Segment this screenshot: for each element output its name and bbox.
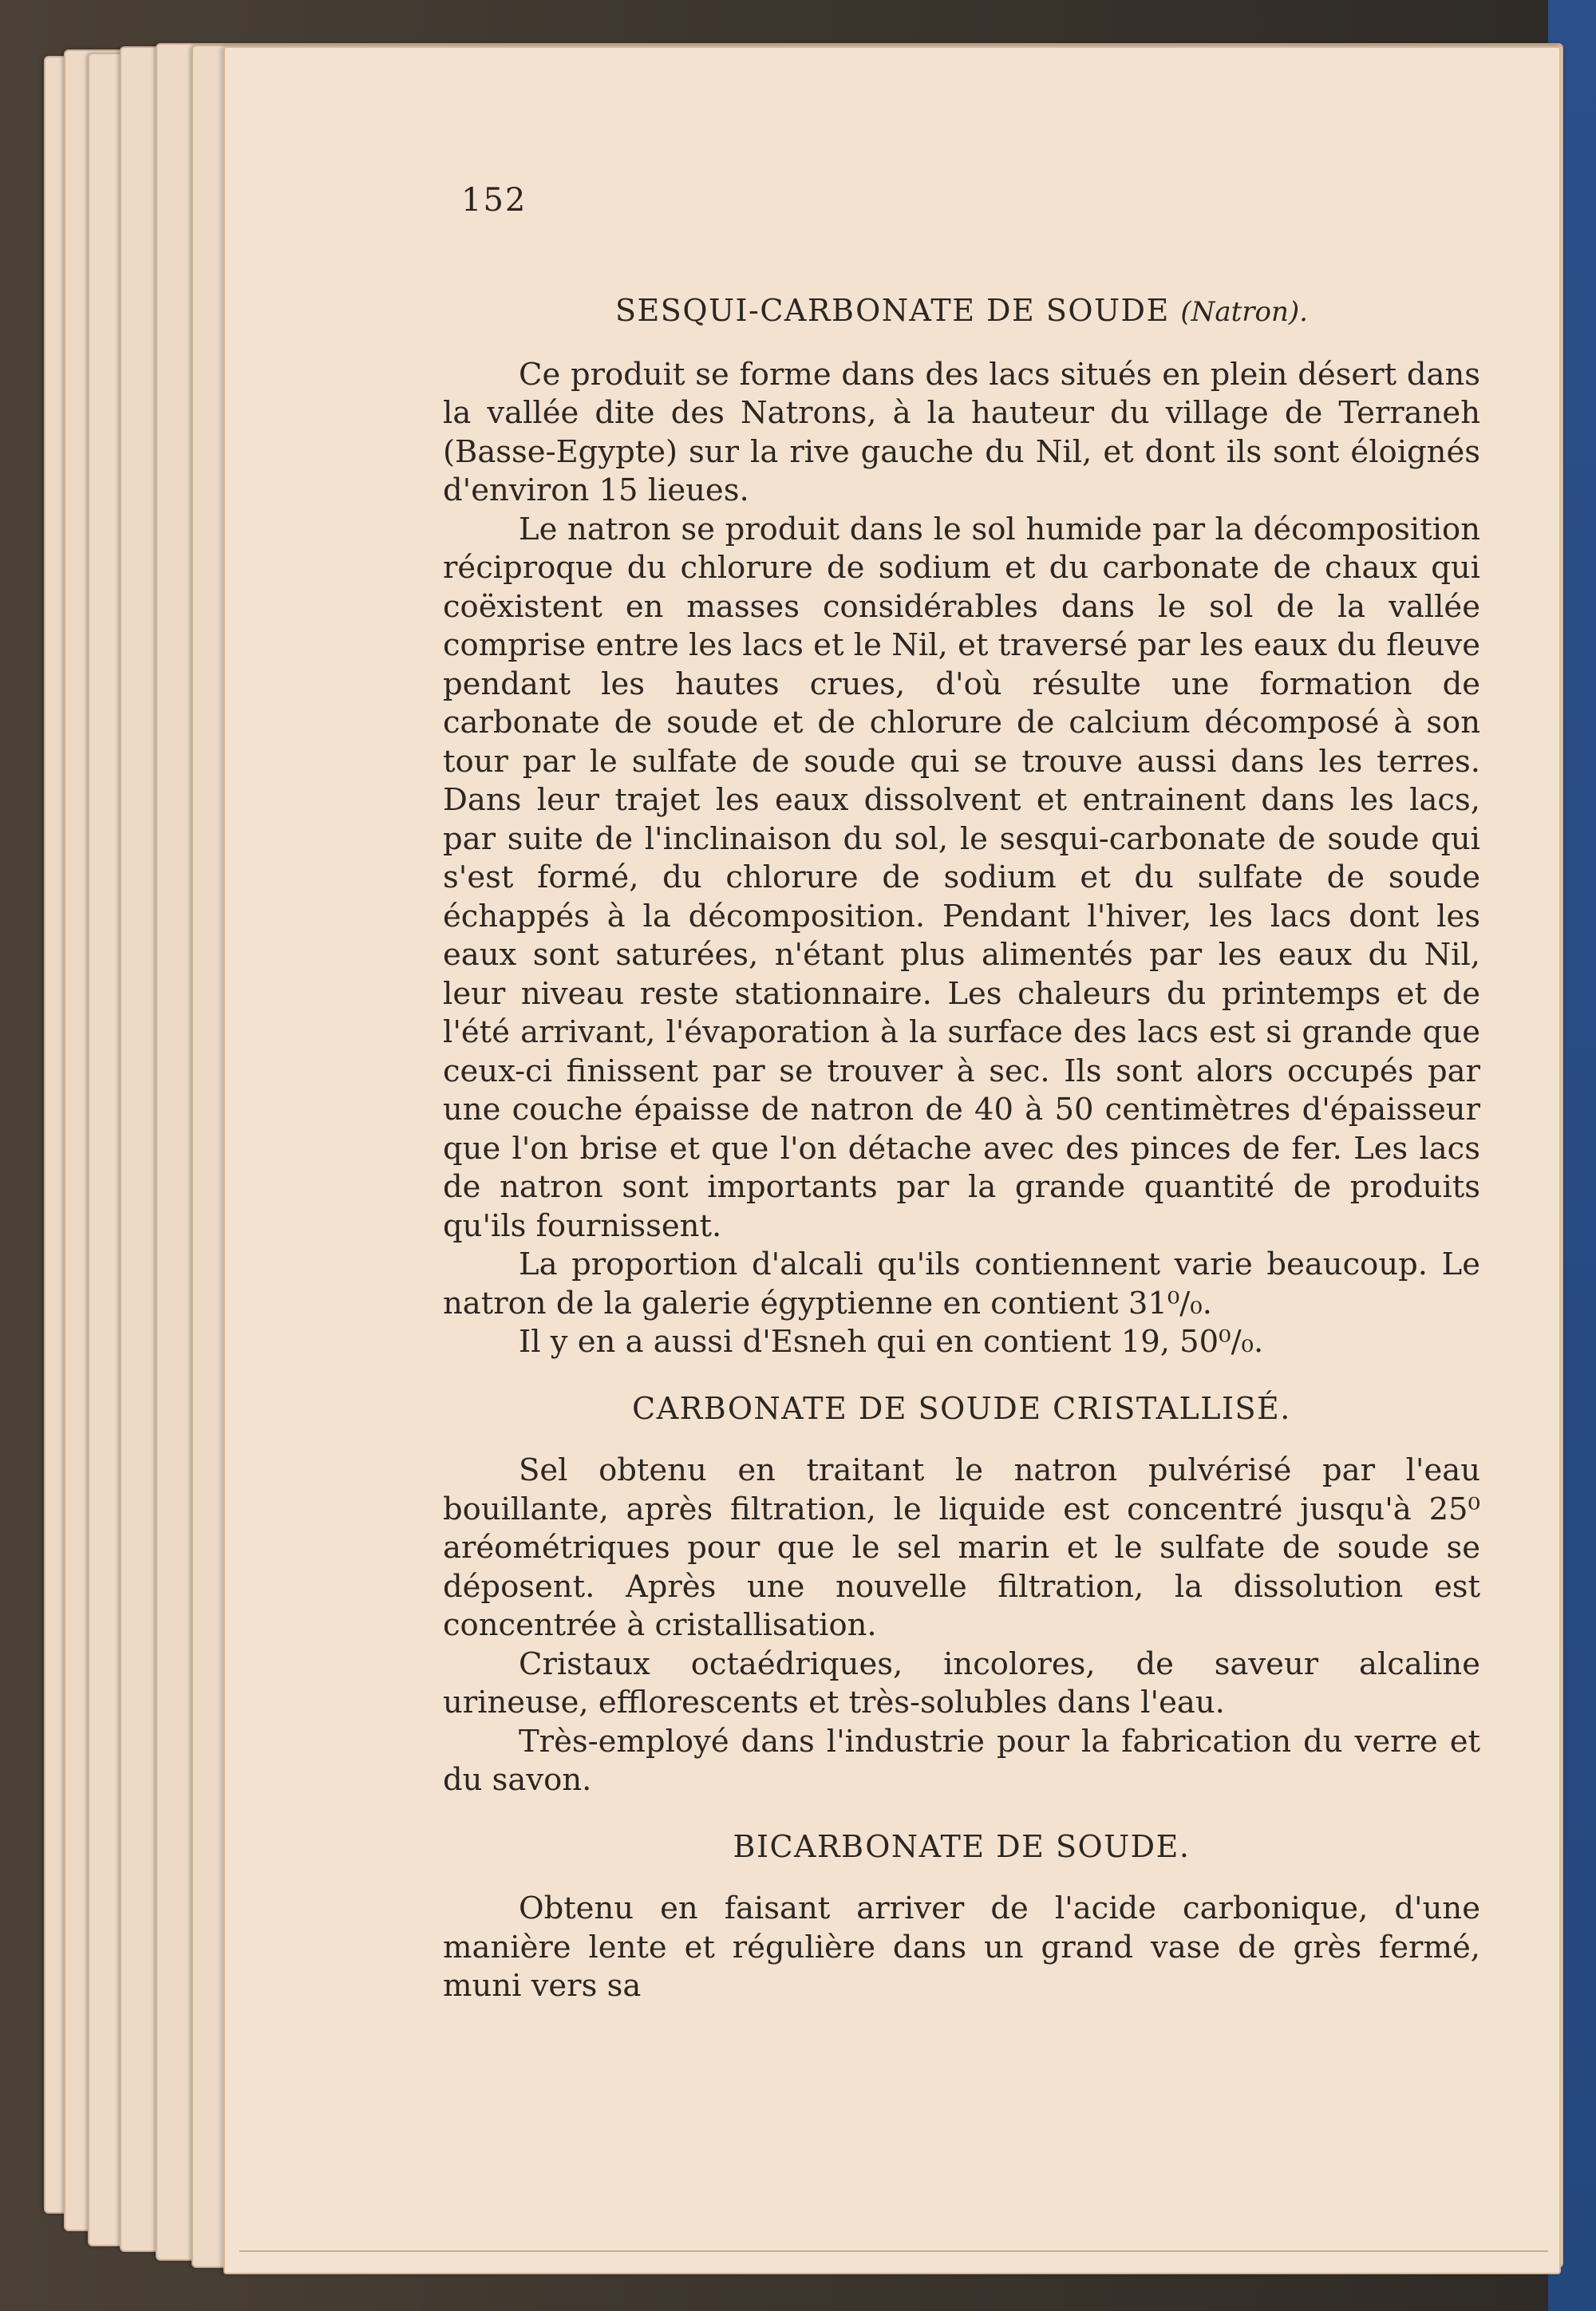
- page-number: 152: [461, 182, 527, 219]
- paragraph: Obtenu en faisant arriver de l'acide carbonique, d'une manière lente et régulière dans un grand vase de grès fermé, muni vers sa: [443, 1890, 1480, 2004]
- page-text-block: [443, 291, 1480, 2006]
- paragraph: Sel obtenu en traitant le natron pulvérisé par l'eau bouillante, après filtration, le liquide est concentré jusqu'à 25⁰ aréométriques pour que le sel marin et le sulfate de soude se déposent. Après une nouvelle filtration, la dissolution est concentrée à cristallisation.: [443, 1452, 1480, 1643]
- page-bottom-edge: [239, 2250, 1548, 2252]
- section-heading-bicarbonate: BICARBONATE DE SOUDE.: [733, 1828, 1191, 1864]
- paragraph: Cristaux octaédriques, incolores, de saveur alcaline urineuse, efflorescents et très-solubles dans l'eau.: [443, 1645, 1480, 1720]
- section-heading-carbonate-cristallise: CARBONATE DE SOUDE CRISTALLISÉ.: [632, 1390, 1291, 1426]
- paragraph: Le natron se produit dans le sol humide par la décomposition réciproque du chlorure de sodium et du carbonate de chaux qui coëxistent en masses considérables dans le sol de la vallée comprise entre les lacs et le Nil, et traversé par les eaux du fleuve pendant les hautes crues, d'où résulte une formation de carbonate de soude et de chlorure de calcium décomposé à son tour par le sulfate de soude qui se trouve aussi dans les terres. Dans leur trajet les eaux dissolvent et entrainent dans les lacs, par suite de l'inclinaison du sol, le sesqui-carbonate de soude qui s'est formé, du chlorure de sodium et du sulfate de soude échappés à la décomposition. Pendant l'hiver, les lacs dont les eaux sont saturées, n'étant plus alimentés par les eaux du Nil, leur niveau reste stationnaire. Les chaleurs du printemps et de l'été arrivant, l'évaporation à la surface des lacs est si grande que ceux-ci finissent par se trouver à sec. Ils sont alors occupés par une couche épaisse de natron de 40 à 50 centimètres d'épaisseur que l'on brise et que l'on détache avec des pinces de fer. Les lacs de natron sont importants par la grande quantité de produits qu'ils fournissent.: [443, 511, 1480, 1244]
- section-heading-sesqui-carbonate: [443, 291, 1480, 332]
- paragraph: Il y en a aussi d'Esneh qui en contient 19, 50⁰/₀.: [519, 1324, 1264, 1360]
- paragraph: Ce produit se forme dans des lacs situés en plein désert dans la vallée dite des Natrons, à la hauteur du village de Terraneh (Basse-Egypte) sur la rive gauche du Nil, et dont ils sont éloignés d'environ 15 lieues.: [443, 356, 1480, 508]
- heading-italic-text: (Natron).: [1180, 296, 1308, 328]
- paragraph: Très-employé dans l'industrie pour la fabrication du verre et du savon.: [443, 1723, 1480, 1798]
- paragraph: La proportion d'alcali qu'ils contiennent varie beaucoup. Le natron de la galerie égyptienne en contient 31⁰/₀.: [443, 1246, 1480, 1321]
- heading-text: SESQUI-CARBONATE DE SOUDE: [615, 293, 1170, 328]
